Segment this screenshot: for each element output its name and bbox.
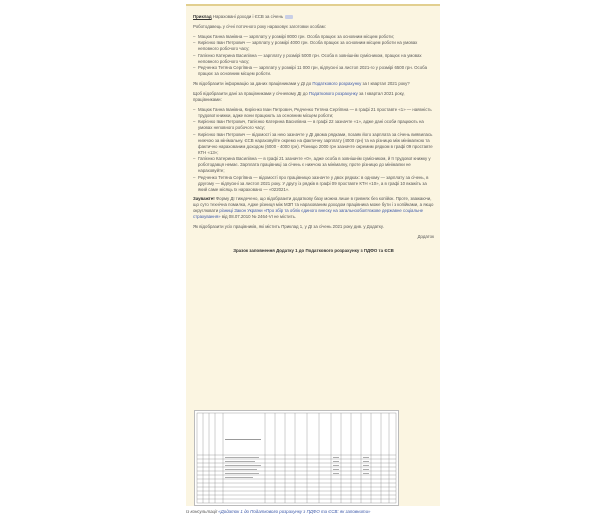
example-label: Приклад — [193, 14, 212, 19]
article-card — [186, 4, 440, 506]
expand-icon[interactable] — [285, 15, 293, 19]
list-item: – Мацюк Ганна Іванівна — зарплату у розмірі 8000 грн. Особа працює за основним місцем роботи; — [193, 34, 434, 40]
answer-text-end: за І квартал 2021 року, працівниками: — [193, 90, 405, 102]
list-item: – Гапієнко Катерина Василівна — в графі 21 зазначте «0», адже особа в зовнішнім сумісником, й її трудової книжку у роботодавця немає. Зарплата працівниці за січень є нижчою за мінімалку, проте різницю до мінімалки не нараховуйте; — [193, 156, 434, 174]
question — [193, 81, 434, 87]
conclusion: Як відобразити усіх працівників, які містить Приклад 1, у ДІ за січень 2021 року див. у Додатку. — [193, 224, 384, 230]
list-item: – Кирієнко Іван Петрович — відомості за нею зазначте у ДІ двома рядками, позаяк його зарплата за січень виявилась нижчою за мінімальну. ЄСВ нараховуйте окремо на фактичну зарплату (4000 грн) та на різницю між мінімалкою та фактично нарахованим доходом (6000 - 4000 грн). Різницю 2000 грн зазначте окремим рядком в графі 09 проставте КТН «13»; — [193, 132, 434, 156]
answer-list — [193, 107, 434, 194]
list-item: – Мацюк Ганна Іванівна, Кирієнко Іван Петрович, Редченко Тетяна Сергіївна — в графі 21 проставте «1» — наявність трудової книжки, адже вони працюють за основним місцем роботи; — [193, 107, 434, 119]
note-text: Форму ДІ тиждечено, що відобразити додаткову базу можна лише в гривнях без копійок. Проте, зважаючи, що суто технічна помилка, Адже різниця між МЗП та нарахованим доходом працівника може бути і з копійками, а якщо округлювати — [193, 196, 434, 214]
form-title: Зразок заповнення Додатку 1 до Податкового розрахунку з ПДФО та ЄСВ — [233, 247, 394, 253]
tax-report-link-2[interactable]: Податкового розрахунку — [308, 90, 358, 96]
difference-link[interactable]: різниці — [219, 208, 233, 214]
employee-list — [193, 34, 434, 78]
example-title: Нараховані доходи і ЄСВ за січень — [211, 14, 284, 19]
source-link[interactable]: «Додаток 1 до Податкового розрахунку з ПДФО та ЄСВ: як заповнити» — [218, 509, 371, 514]
answer-intro — [193, 91, 434, 103]
list-item: – Кирієнко Іван Петрович, Гапієнко Катерина Василівна — в графі 22 зазначте «1», адже дані особи працюють на умовах неповного робочого часу; — [193, 119, 434, 131]
question-text: Як відобразити інформацію за даних працівниками у ДІ до — [193, 80, 313, 86]
note — [193, 196, 434, 220]
list-item: – Гапієнко Катерина Василівна — зарплату у розмірі 5000 грн. Особа в зовнішнім сумісником, працює на умовах неповного робочого часу; — [193, 53, 434, 65]
example-intro: Роботодавець у січні поточного року нараховує заготовки особам: — [193, 23, 326, 29]
tax-report-link[interactable]: Податкового розрахунку — [312, 80, 362, 86]
form-table-graphic — [195, 411, 398, 505]
law-link[interactable]: Закон України «Про збір та облік єдиного внеску на загальнообов'язкове державне соціальне страхування» — [193, 208, 424, 220]
footer-prefix: Із консультації — [186, 509, 219, 514]
list-item: – Редченко Тетяна Сергіївна — відомості про працівницю зазначте у двох рядках: в одному — зарплату за січень, в другому — відпускні за листоп 2021 року. У другу із рядків в графі 09 проставте КТН «10», а в графі 10 вкажіть за який саме місяць їх нараховано — «022021». — [193, 175, 434, 193]
answer-text: Щоб відобразити дані за працівниками у січневому ДІ до — [193, 90, 309, 96]
list-item: – Редченко Тетяна Сергіївна — зарплату у розмірі 11 000 грн, відпускні за листоп 2021-го у розмірі 6500 грн. Особа працює за основним місцем роботи. — [193, 65, 434, 77]
note-text-end: від 08.07.2010 № 2464-VI не містить. — [220, 214, 297, 220]
question-text-end: за І квартал 2021 року? — [361, 80, 410, 86]
source-footer — [186, 509, 370, 514]
appendix-label: Додаток — [417, 234, 434, 240]
note-label: Зауважте! — [193, 196, 215, 202]
list-item: – Кирієнко Іван Петрович — зарплату у розмірі 4000 грн. Особа працює за основним місцем роботи на умовах неповного робочого часу; — [193, 40, 434, 52]
example-heading — [193, 14, 434, 20]
form-sample-image — [194, 410, 399, 506]
